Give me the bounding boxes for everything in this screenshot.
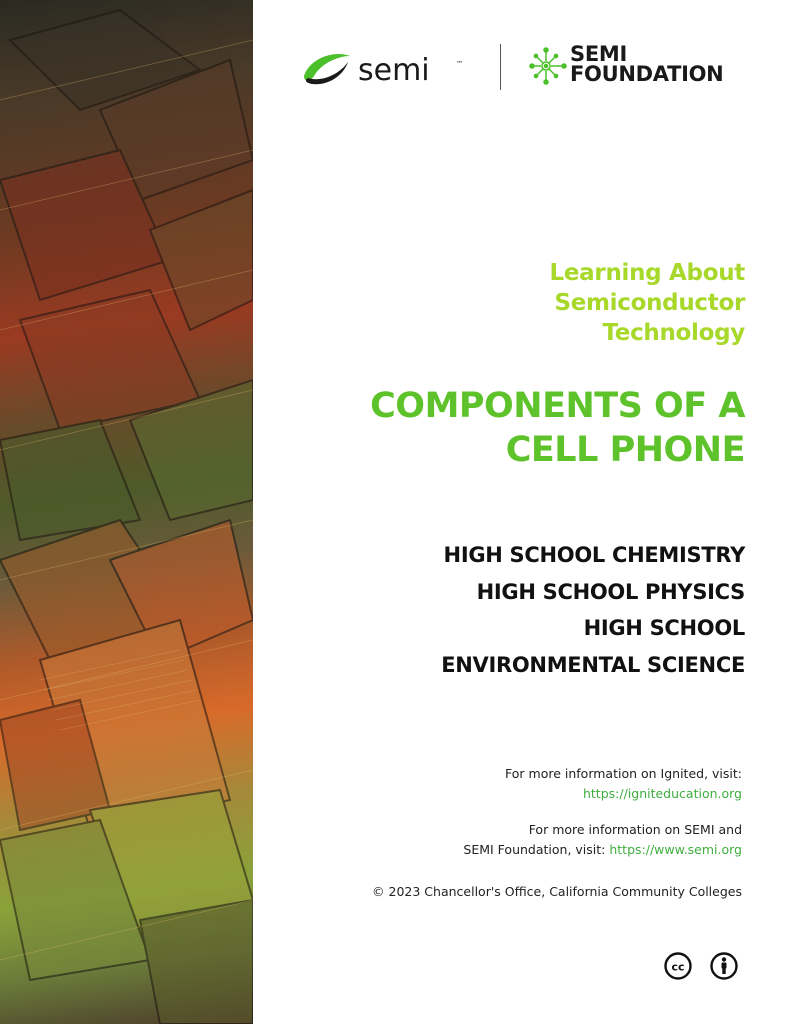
semi-swoosh-icon bbox=[300, 46, 470, 90]
chip-cover-image bbox=[0, 0, 253, 1024]
foundation-line-2: FOUNDATION bbox=[570, 62, 724, 86]
semi-trademark: ™ bbox=[456, 60, 463, 68]
course-item: HIGH SCHOOL PHYSICS bbox=[476, 579, 745, 604]
semi-link[interactable]: https://www.semi.org bbox=[609, 842, 742, 857]
semi-logo bbox=[300, 46, 470, 90]
title-line: COMPONENTS OF A bbox=[370, 386, 745, 426]
foundation-wordmark bbox=[570, 44, 723, 84]
license-icons bbox=[664, 951, 744, 981]
logo-divider bbox=[500, 44, 501, 90]
document-title bbox=[370, 384, 745, 472]
foundation-line-1: SEMI bbox=[570, 42, 627, 66]
chip-die-illustration bbox=[0, 0, 253, 1024]
ignited-link[interactable]: https://igniteducation.org bbox=[582, 786, 742, 801]
course-item: ENVIRONMENTAL SCIENCE bbox=[441, 652, 745, 677]
creative-commons-icon bbox=[666, 954, 691, 979]
subtitle-line: Semiconductor bbox=[554, 290, 745, 316]
course-list bbox=[441, 537, 745, 683]
svg-text:cc: cc bbox=[671, 960, 685, 974]
subtitle-line: Technology bbox=[602, 320, 745, 346]
semi-info bbox=[463, 820, 742, 860]
document-subtitle bbox=[550, 258, 745, 348]
copyright-notice: © 2023 Chancellor's Office, California Community Colleges bbox=[372, 884, 742, 899]
ignited-info bbox=[505, 764, 742, 804]
course-item: HIGH SCHOOL bbox=[583, 616, 745, 640]
course-item: HIGH SCHOOL CHEMISTRY bbox=[443, 543, 745, 567]
semi-wordmark: semi bbox=[358, 53, 430, 88]
attribution-icon bbox=[712, 954, 737, 979]
semi-info-line-1: For more information on SEMI and bbox=[528, 822, 742, 837]
title-line: CELL PHONE bbox=[505, 430, 745, 470]
semi-info-line-2: SEMI Foundation, visit: bbox=[463, 842, 606, 857]
subtitle-line: Learning About bbox=[549, 260, 745, 286]
foundation-molecule-icon bbox=[528, 44, 568, 88]
ignited-info-text: For more information on Ignited, visit: bbox=[505, 766, 742, 781]
